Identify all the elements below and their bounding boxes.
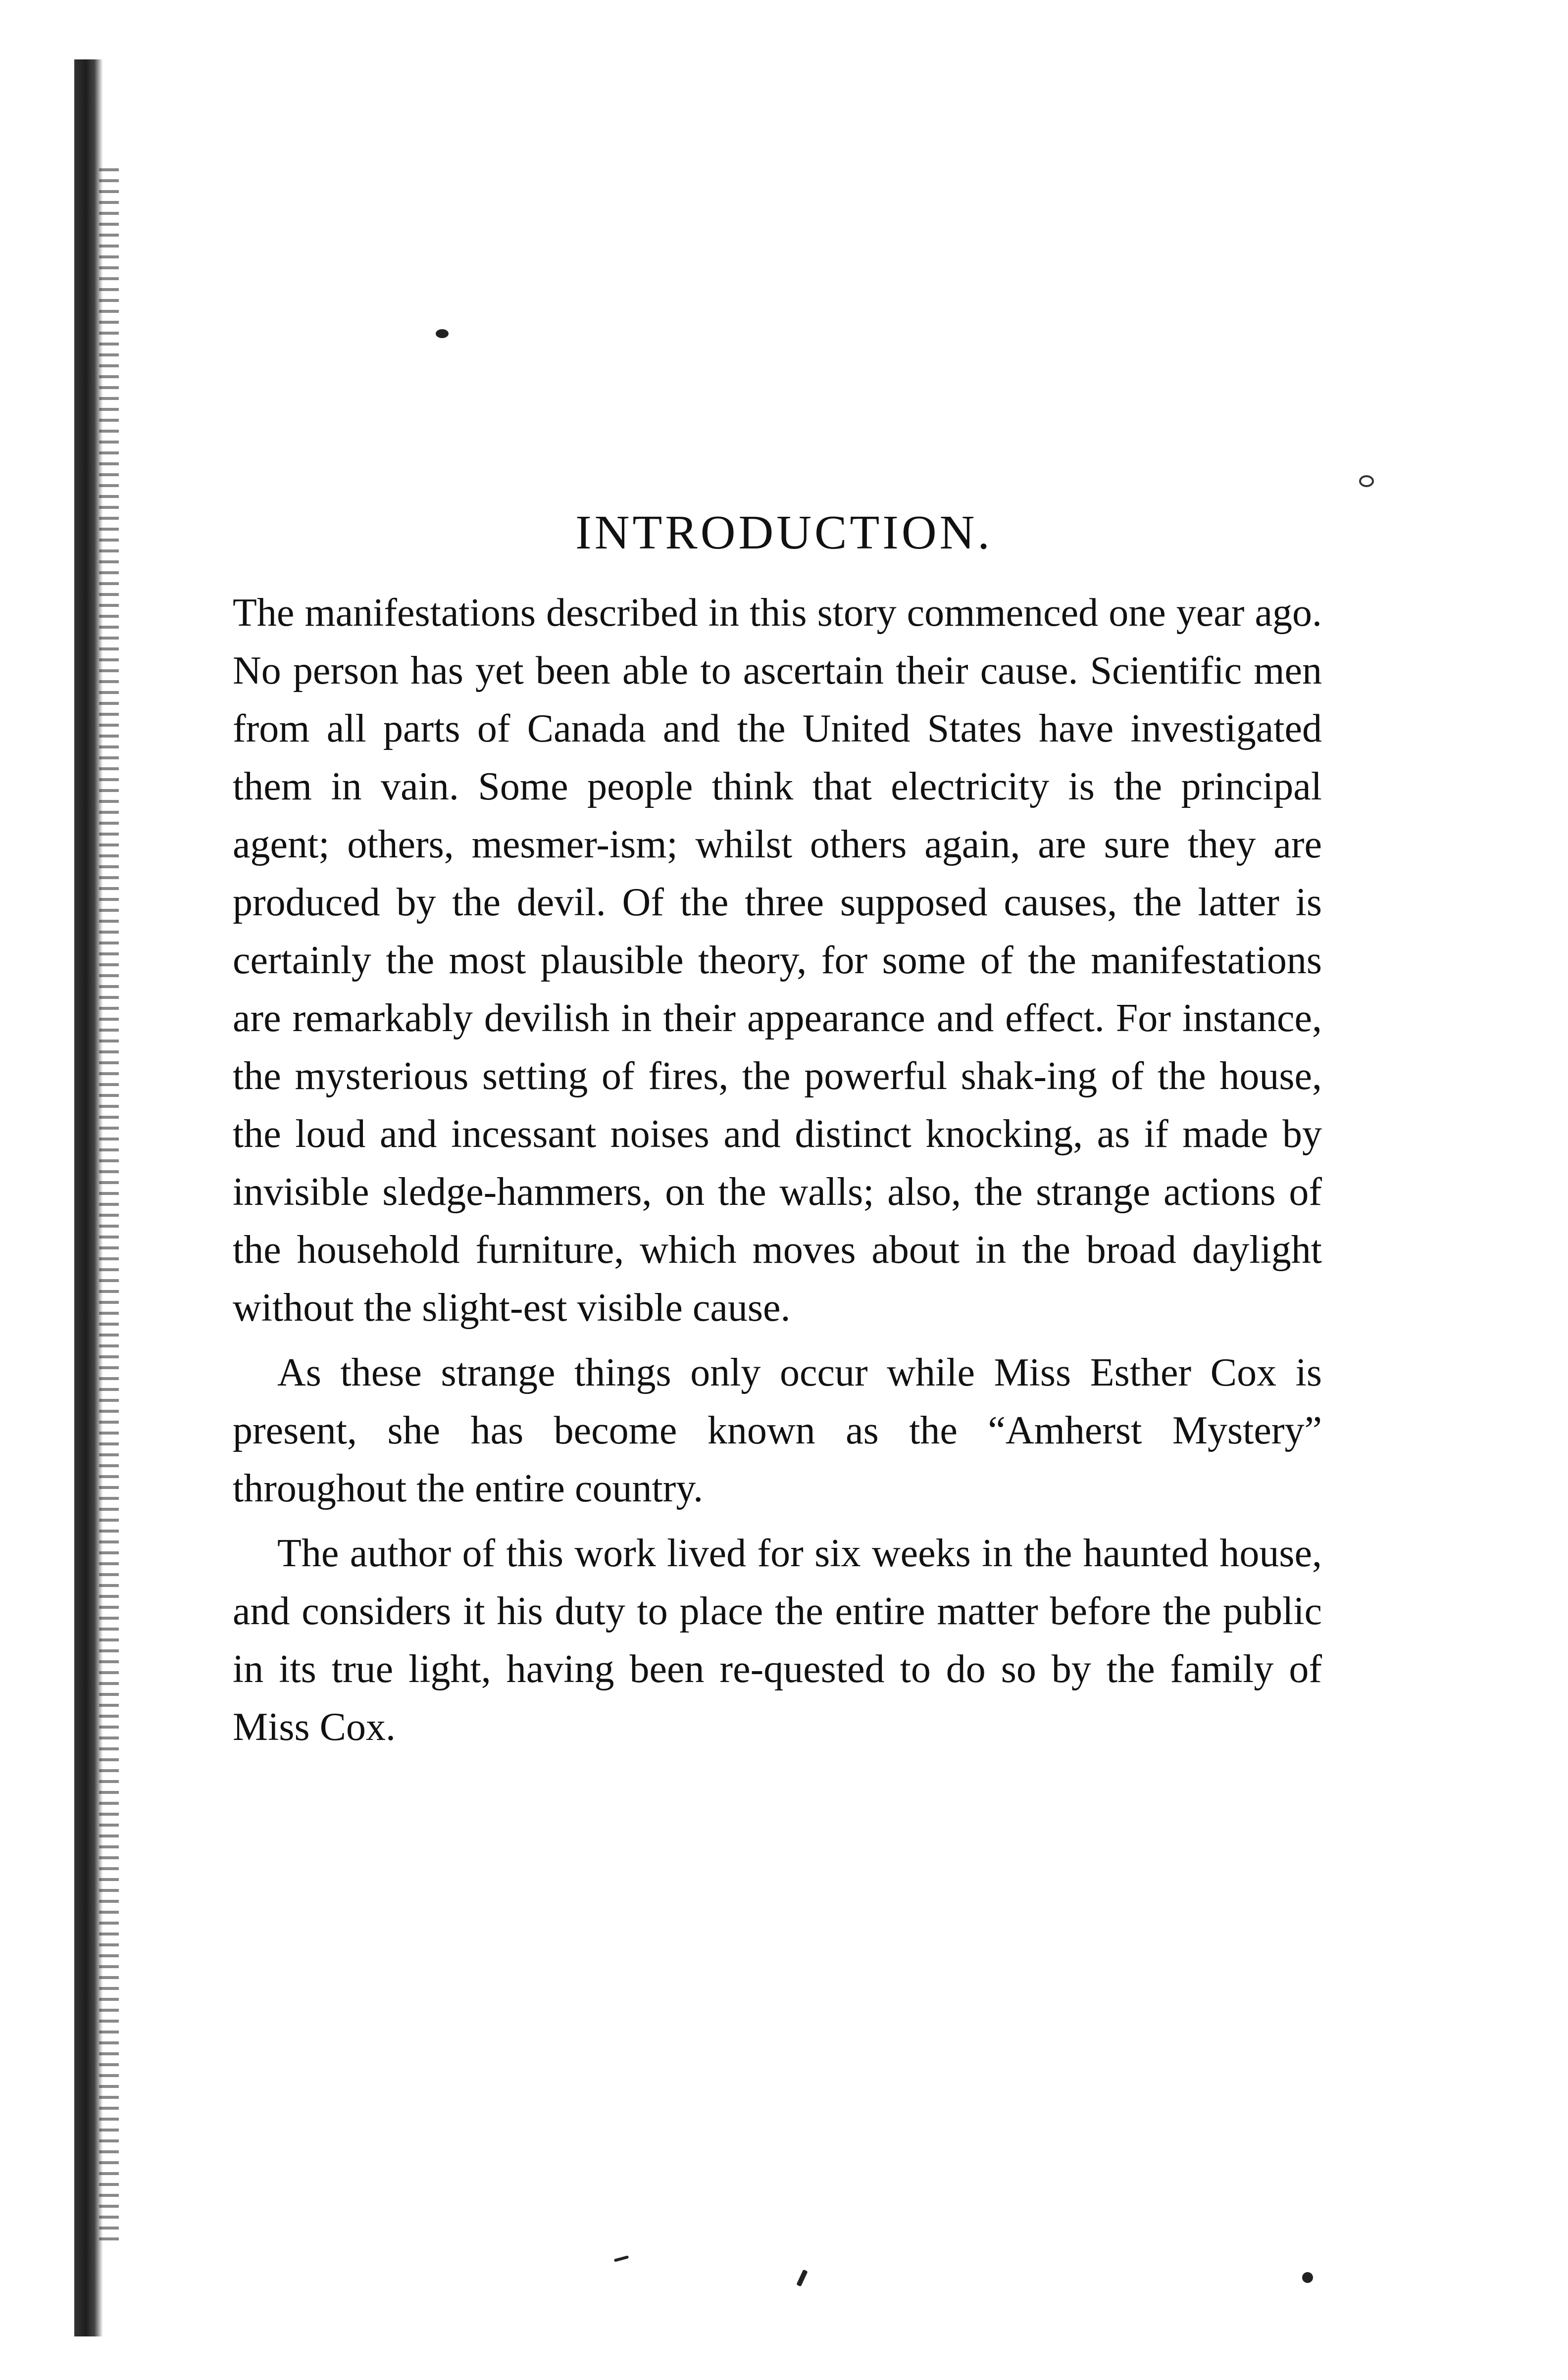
introduction-text — [233, 584, 1322, 1763]
page-heading: INTRODUCTION. — [575, 506, 993, 559]
paragraph-3: The author of this work lived for six weeks in the haunted house, and considers it his duty to place the entire matter before the public in its true light, having been re-quested to do so by the family of Miss Cox. — [233, 1532, 1322, 1749]
paragraph-2: As these strange things only occur while Miss Esther Cox is present, she has become known as the “Amherst Mystery” throughout the entire country. — [233, 1351, 1322, 1510]
ink-speck — [1359, 475, 1374, 487]
ink-speck — [1302, 2272, 1313, 2283]
ink-speck — [796, 2269, 808, 2286]
ink-speck — [436, 329, 449, 338]
ink-speck — [614, 2255, 629, 2262]
binding-fray — [99, 168, 119, 2247]
paragraph-1: The manifestations described in this story commenced one year ago. No person has yet been able to ascertain their cause. Scientific men from all parts of Canada and the United States have investigated them in vain. Some people think that electricity is the principal agent; others, mesmer-ism; whilst others again, are sure they are produced by the devil. Of the three supposed causes, the latter is certainly the most plausible theory, for some of the manifestations are remarkably devilish in their appearance and effect. For instance, the mysterious setting of fires, the powerful shak-ing of the house, the loud and incessant noises and distinct knocking, as if made by invisible sledge-hammers, on the walls; also, the strange actions of the household furniture, which moves about in the broad daylight without the slight-est visible cause. — [233, 591, 1322, 1330]
